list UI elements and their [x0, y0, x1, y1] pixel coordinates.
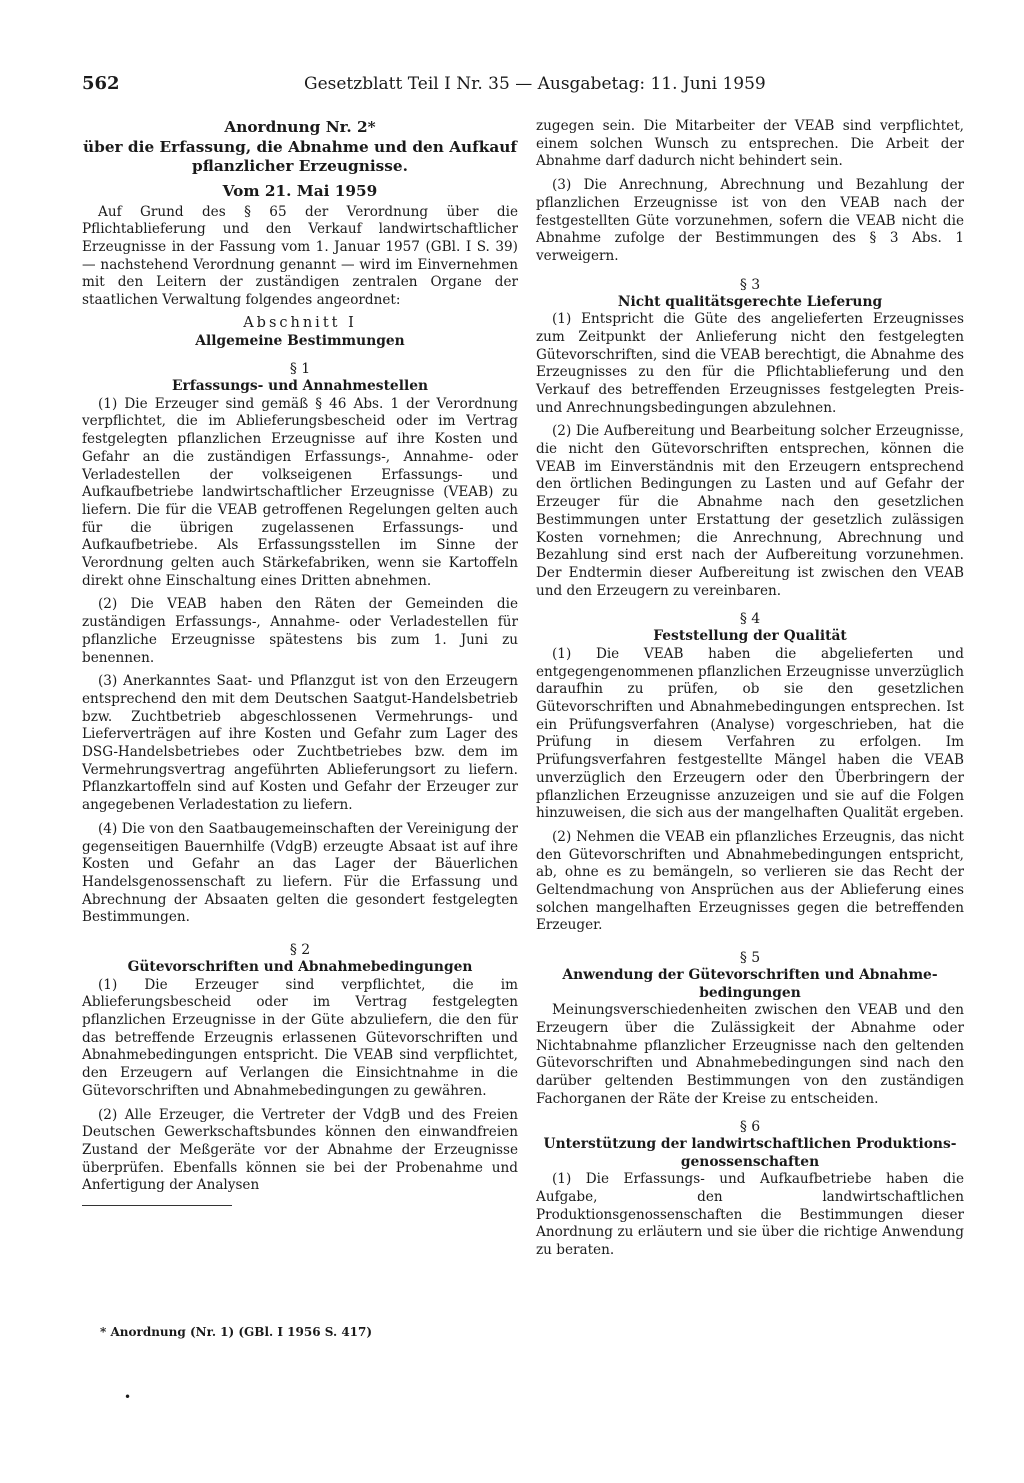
section-5-heading-line-2: bedingungen — [699, 984, 801, 1001]
section-2-paragraph-2-continued: zugegen sein. Die Mitarbeiter der VEAB sind verpflichtet, einem solchen Wunsch zu entsprechen. Die Arbeit der Abnahme darf dadurch nicht behindert sein. — [536, 118, 964, 170]
section-6-paragraph-1: (1) Die Erfassungs- und Aufkaufbetriebe haben die Aufgabe, den landwirtschaftlichen Produktionsgenossenschaften die Bestimmungen dieser Anordnung zu erläutern und sie über die richtige Anwendung zu beraten. — [536, 1171, 964, 1259]
section-1-mark: § 1 — [289, 361, 311, 378]
footnote: * Anordnung (Nr. 1) (GBl. I 1956 S. 417) — [100, 1325, 373, 1339]
section-4-heading: Feststellung der Qualität — [653, 628, 847, 645]
section-2-heading: Gütevorschriften und Abnahmebedingungen — [127, 959, 473, 976]
section-2-paragraph-2: (2) Alle Erzeuger, die Vertreter der VdgB und des Freien Deutschen Gewerkschaftsbundes können den einwandfreien Zustand der Meßgeräte vor der Abnahme der Erzeugnisse überprüfen. Ebenfalls können sie bei der Probenahme und Anfertigung der Analysen — [82, 1106, 518, 1194]
section-1-heading: Erfassungs- und Annahmestellen — [171, 378, 429, 395]
footnote-rule — [82, 1205, 232, 1206]
section-3-mark: § 3 — [739, 276, 761, 293]
right-column — [536, 118, 964, 1260]
document-date: Vom 21. Mai 1959 — [222, 181, 378, 200]
section-5-mark: § 5 — [739, 950, 761, 967]
section-3-paragraph-2: (2) Die Aufbereitung und Bearbeitung solcher Erzeugnisse, die nicht den Gütevorschriften entsprechen, können die VEAB im Einverständnis mit den Erzeugern entsprechend den örtlichen Bedingungen zu Lasten und auf Gefahr der Erzeuger für die Abnahme nach den gesetzlichen Bestimmungen unter Erstattung der gesetzlich zulässigen Kosten vornehmen; die Anrechnung, Abrechnung und Bezahlung sind erst nach der Aufbereitung vorzunehmen. Der Endtermin dieser Aufbereitung ist zwischen den VEAB und den Erzeugern zu vereinbaren. — [536, 423, 964, 599]
section-3-heading: Nicht qualitätsgerechte Lieferung — [617, 293, 883, 310]
section-6-heading-line-2: genossenschaften — [680, 1153, 820, 1170]
title-line-3: pflanzlicher Erzeugnisse. — [192, 157, 408, 175]
section-4-paragraph-1: (1) Die VEAB haben die abgelieferten und entgegengenommenen pflanzlichen Erzeugnisse unverzüglich daraufhin zu prüfen, ob sie den gesetzlichen Gütevorschriften und Abnahmebedingungen entsprechen. Ist ein Prüfungsverfahren (Analyse) vorgeschrieben, hat die Prüfung in diesem Verfahren zu erfolgen. Im Prüfungsverfahren festgestellte Mängel haben die VEAB unverzüglich den Erzeugern oder den Überbringern der pflanzlichen Erzeugnisse anzuzeigen und sie auf die Folgen hinzuweisen, die sich aus der mangelhaften Qualität ergeben. — [536, 645, 964, 822]
page-header — [82, 72, 942, 96]
section-6-heading-line-1: Unterstützung der landwirtschaftlichen Produktions- — [543, 1136, 957, 1153]
title-line-2: über die Erfassung, die Abnahme und den Aufkauf — [83, 137, 517, 156]
section-5-heading-line-1: Anwendung der Gütevorschriften und Abnahme- — [562, 967, 938, 984]
section-1-paragraph-2: (2) Die VEAB haben den Räten der Gemeinden die zuständigen Erfassungs-, Annahme- oder Verladestellen für pflanzliche Erzeugnisse spätestens bis zum 1. Juni zu benennen. — [82, 596, 518, 666]
section-2-mark: § 2 — [289, 942, 311, 959]
section-2-paragraph-3: (3) Die Anrechnung, Abrechnung und Bezahlung der pflanzlichen Erzeugnisse ist von den VEAB nach der festgestellten Güte vorzunehmen, sofern die VEAB nicht die Abnahme zufolge der Bestimmungen des § 3 Abs. 1 verweigern. — [536, 177, 964, 264]
section-6-mark: § 6 — [739, 1119, 761, 1136]
title-line-1: Anordnung Nr. 2* — [224, 118, 376, 136]
section-1-paragraph-4: (4) Die von den Saatbaugemeinschaften der Vereinigung der gegenseitigen Bauernhilfe (VdgB) erzeugte Absaat ist auf ihre Kosten und Gefahr an das Lager der Bäuerlichen Handelsgenossenschaft zu liefern. Für die Erfassung und Abrechnung der Absaaten gelten die gesondert festgelegten Bestimmungen. — [82, 820, 518, 926]
section-5-paragraph-1: Meinungsverschiedenheiten zwischen den VEAB und den Erzeugern über die Zulässigkeit der Abnahme oder Nichtabnahme pflanzlicher Erzeugnisse nach den geltenden Gütevorschriften und Abnahmebedingungen sind nach den darüber geltenden Bestimmungen von den zuständigen Fachorganen der Räte der Kreise zu entscheiden. — [536, 1002, 964, 1107]
section-1-paragraph-3: (3) Anerkanntes Saat- und Pflanzgut ist von den Erzeugern entsprechend den mit dem Deutschen Saatgut-Handelsbetrieb bzw. Zuchtbetrieb abgeschlossenen Vermehrungs- und Lieferverträgen auf ihre Kosten und Gefahr zum Lager des DSG-Handelsbetriebes oder Zuchtbetriebes bzw. dem im Vermehrungsvertrag angeführten Ablieferungsort zu liefern. Pflanzkartoffeln sind auf Kosten und Gefahr der Erzeuger zur angegebenen Verladestation zu liefern. — [82, 673, 518, 814]
section-3-paragraph-1: (1) Entspricht die Güte des angelieferten Erzeugnisses zum Zeitpunkt der Anlieferung nicht den festgelegten Gütevorschriften, sind die VEAB berechtigt, die Abnahme des Erzeugnisses zu den für die Pflichtablieferung und den Verkauf des betreffenden Erzeugnisses festgelegten Preis- und Anrechnungsbedingungen abzulehnen. — [536, 311, 964, 416]
section-2-paragraph-1: (1) Die Erzeuger sind verpflichtet, die im Ablieferungsbescheid oder im Vertrag festgelegten pflanzlichen Erzeugnisse in der Güte abzuliefern, die den für das betreffende Erzeugnis erlassenen Gütevorschriften und Abnahmebedingungen entspricht. Die VEAB sind verpflichtet, den Erzeugern auf Verlangen die Einsichtnahme in die Gütevorschriften und Abnahmebedingungen zu gewähren. — [82, 976, 518, 1099]
section-4-mark: § 4 — [739, 611, 761, 628]
section-1-paragraph-1: (1) Die Erzeuger sind gemäß § 46 Abs. 1 der Verordnung verpflichtet, die im Ablieferungsbescheid oder im Vertrag festgelegten pflanzlichen Erzeugnisse auf ihre Kosten und Gefahr an die zuständigen Erfassungs-, Annahme- oder Verladestellen der volkseigenen Erfassungs- und Aufkaufbetriebe landwirtschaftlicher Erzeugnisse (VEAB) zu liefern. Die für die VEAB getroffenen Regelungen gelten auch für die übrigen zugelassenen Erfassungs- und Aufkaufbetriebe. Als Erfassungsstellen im Sinne der Verordnung gelten auch Stärkefabriken, wenn sie Kartoffeln direkt ohne Einschaltung eines Dritten abnehmen. — [82, 395, 518, 589]
section-4-paragraph-2: (2) Nehmen die VEAB ein pflanzliches Erzeugnis, das nicht den Gütevorschriften und Abnahmebedingungen entspricht, ab, ohne es zu bemängeln, so verlieren sie das Recht der Geltendmachung von Ansprüchen aus der Ablieferung eines solchen mangelhaften Erzeugnisses gegen die betreffenden Erzeuger. — [536, 828, 964, 934]
abschnitt-title: Allgemeine Bestimmungen — [195, 332, 405, 349]
running-title: Gesetzblatt Teil I Nr. 35 — Ausgabetag: 11. Juni 1959 — [304, 74, 766, 94]
preamble: Auf Grund des § 65 der Verordnung über die Pflichtablieferung und den Verkauf landwirtschaftlicher Erzeugnisse in der Fassung vom 1. Januar 1957 (GBl. I S. 39) — nachstehend Verordnung genannt — wird im Einvernehmen mit den Leitern der zuständigen zentralen Organe der staatlichen Verwaltung folgendes angeordnet: — [82, 203, 518, 309]
abschnitt-label: Abschnitt I — [243, 314, 357, 331]
left-column — [82, 118, 518, 1206]
page-number: 562 — [82, 73, 120, 94]
print-speck: • — [124, 1390, 132, 1404]
